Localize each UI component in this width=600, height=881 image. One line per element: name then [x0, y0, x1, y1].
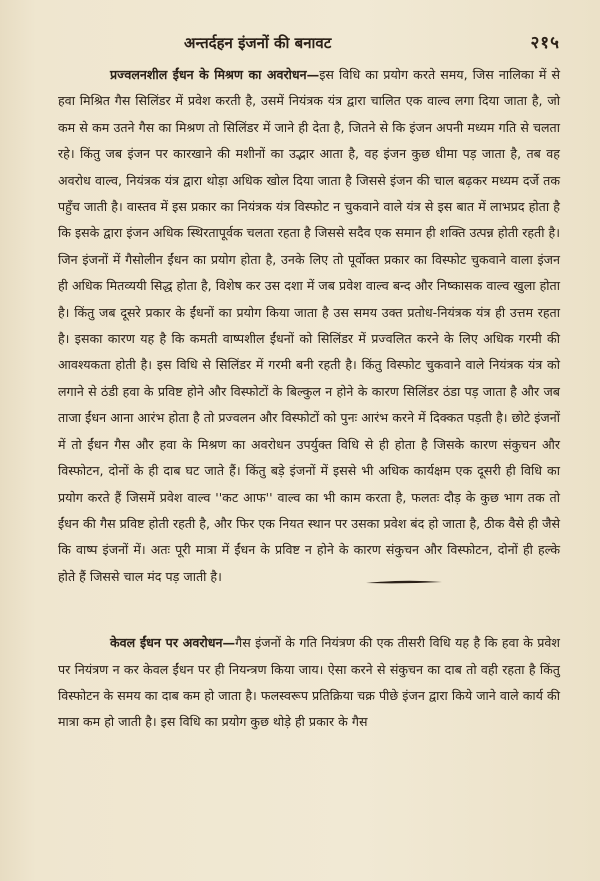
paragraph-body: गैस इंजनों के गति नियंत्रण की एक तीसरी विधि यह है कि हवा के प्रवेश पर नियंत्रण न कर केवल ईंधन पर ही नियन्त्रण किया जाय। ऐसा करने से संकुचन का दाब तो वही रहता है किंतु विस्फोटन के समय का दाब कम हो जाता है। फलस्वरूप प्रतिक्रिया चक्र पीछे इंजन द्वारा किये जाने वाले कार्य की मात्रा कम हो जाती है। इस विधि का प्रयोग कुछ थोड़े ही प्रकार के गैस: [58, 635, 560, 730]
paragraph-mixture-throttling: [58, 62, 560, 590]
paragraph-heading: केवल ईंधन पर अवरोधन—: [110, 635, 236, 651]
page-number: २१५: [530, 33, 560, 53]
page-header: [58, 30, 560, 62]
running-title: अन्तर्दहन इंजनों की बनावट: [184, 34, 332, 52]
paragraph-heading: प्रज्वलनशील ईंधन के मिश्रण का अवरोधन—: [110, 67, 320, 82]
flourish-divider-icon: [364, 578, 444, 586]
paragraph-body: इस विधि का प्रयोग करते समय, जिस नालिका में से हवा मिश्रित गैस सिलिंडर में प्रवेश करती है, उसमें नियंत्रक यंत्र द्वारा चालित एक वाल्व लगा दिया जाता है, जो कम से कम उतने गैस का मिश्रण तो सिलिंडर में जाने ही देता है, जितने से कि इंजन अपनी मध्यम गति से चलता रहे। किंतु जब इंजन पर कारखाने की मशीनों का उद्भार आता है, वह इंजन कुछ धीमा पड़ जाता है, तब वह अवरोध वाल्व, नियंत्रक यंत्र द्वारा थोड़ा अधिक खोल दिया जाता है जिससे इंजन की चाल बढ़कर मध्यम दर्जे तक पहुँच जाती है। वास्तव में इस प्रकार का नियंत्रक यंत्र विस्फोट न चुकवाने वाले यंत्र से इस बात में लाभप्रद होता है कि इसके द्वारा इंजन अधिक स्थिरतापूर्वक चलता रहता है जिससे सदैव एक समान ही शक्ति उत्पन्न होती रहती है। जिन इंजनों में गैसोलीन ईंधन का प्रयोग होता है, उनके लिए तो पूर्वोक्त प्रकार का विस्फोट चुकवाने वाला इंजन ही अधिक मितव्ययी सिद्ध होता है, विशेष कर उस दशा में जब प्रवेश वाल्व बन्द और निष्कासक वाल्व खुला होता है। किंतु जब दूसरे प्रकार के ईंधनों का प्रयोग किया जाता है उस समय उक्त प्रतोध-नियंत्रक यंत्र ही उत्तम रहता है। इसका कारण यह है कि कमती वाष्पशील ईंधनों को सिलिंडर में प्रज्वलित करने के लिए अधिक गरमी की आवश्यकता होती है। इस विधि से सिलिंडर में गरमी बनी रहती है। किंतु विस्फोट चुकवाने वाले नियंत्रक यंत्र को लगाने से ठंडी हवा के प्रविष्ट होने और विस्फोटों के बिल्कुल न होने के कारण सिलिंडर ठंडा पड़ जाता है और जब ताजा ईंधन आना आरंभ होता है तो प्रज्वलन और विस्फोटों को पुनः आरंभ करने में दिक्कत पड़ती है। छोटे इंजनों में तो ईंधन गैस और हवा के मिश्रण का अवरोधन उपर्युक्त विधि से ही होता है जिसके कारण संकुचन और विस्फोटन, दोनों के ही दाब घट जाते हैं। किंतु बड़े इंजनों में इससे भी अधिक कार्यक्षम एक दूसरी ही विधि का प्रयोग करते हैं जिसमें प्रवेश वाल्व ''कट आफ'' वाल्व का भी काम करता है, फलतः दौड़ के कुछ भाग तक तो ईंधन की गैस प्रविष्ट होती रहती है, और फिर एक नियत स्थान पर उसका प्रवेश बंद हो जाता है, ठीक वैसे ही जैसे कि वाष्प इंजनों में। अतः पूरी मात्रा में ईंधन के प्रविष्ट न होने के कारण संकुचन और विस्फोटन, दोनों ही हल्के होते हैं जिससे चाल मंद पड़ जाती है।: [58, 67, 561, 584]
paragraph-fuel-throttling: [58, 630, 560, 736]
section-divider: [58, 590, 560, 612]
